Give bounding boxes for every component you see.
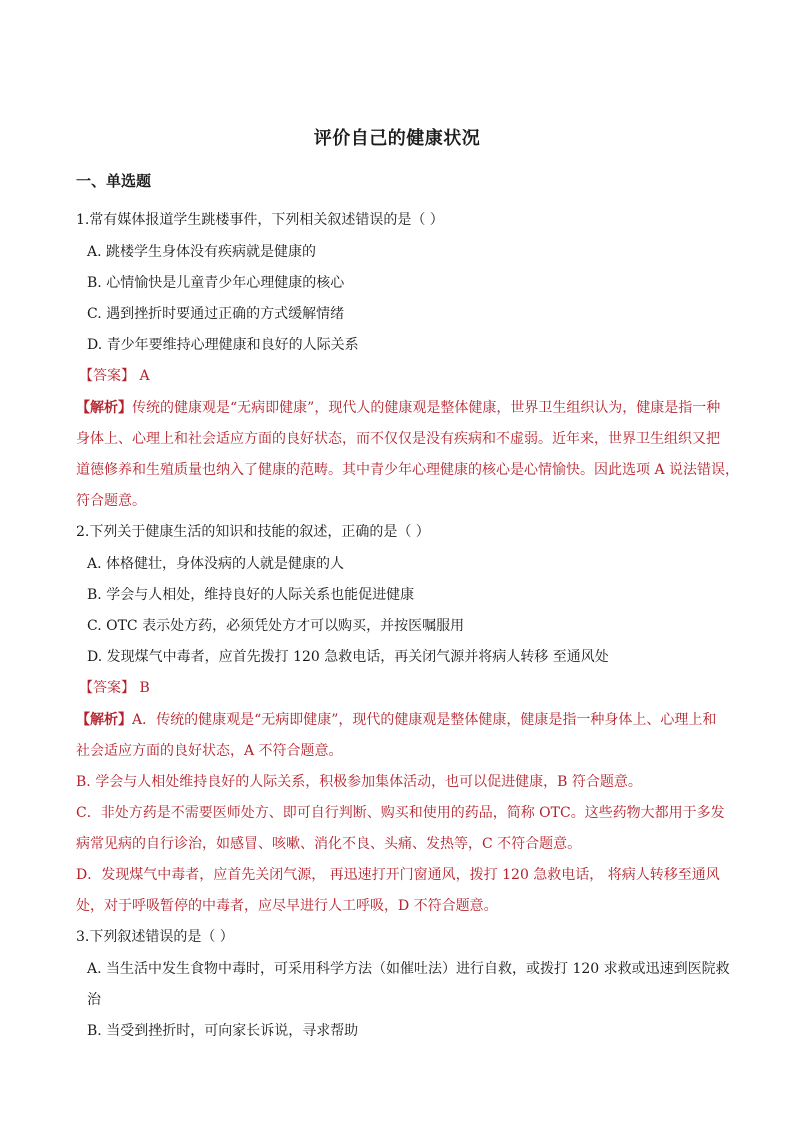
q1-option-a: A. 跳楼学生身体没有疾病就是健康的	[87, 244, 317, 260]
q1-explain-line-3: 道德修养和生殖质量也纳入了健康的范畴。其中青少年心理健康的核心是心情愉快。因此选项 A 说法错误，	[76, 462, 740, 478]
q2-explain-line-1	[76, 710, 716, 730]
q2-explain-line-5: 病常见病的自行诊治，如感冒、咳嗽、消化不良、头痛、发热等，C 不符合题意。	[76, 836, 582, 852]
q2-answer	[79, 678, 150, 698]
answer-value: A	[135, 368, 150, 384]
question-1-stem: 1.常有媒体报道学生跳楼事件，下列相关叙述错误的是（ ）	[76, 212, 444, 228]
explain-label: 【解析】	[76, 712, 132, 728]
q1-option-b: B. 心情愉快是儿童青少年心理健康的核心	[87, 275, 345, 291]
question-3-stem: 3.下列叙述错误的是（ ）	[76, 929, 234, 945]
page-title: 评价自己的健康状况	[313, 128, 481, 149]
q2-option-a: A. 体格健壮，身体没病的人就是健康的人	[87, 556, 345, 572]
question-2-stem: 2.下列关于健康生活的知识和技能的叙述，正确的是（ ）	[76, 524, 430, 540]
q3-option-a: A. 当生活中发生食物中毒时，可采用科学方法（如催吐法）进行自救，或拨打 120 求救或迅速到医院救	[87, 961, 730, 977]
answer-value: B	[135, 680, 150, 696]
q1-explain-line-2: 身体上、心理上和社会适应方面的良好状态，而不仅仅是没有疾病和不虚弱。近年来，世界卫生组织又把	[76, 431, 720, 447]
q1-answer	[79, 366, 150, 386]
explain-text: 传统的健康观是“无病即健康”，现代人的健康观是整体健康，世界卫生组织认为，健康是指一种	[132, 400, 721, 416]
answer-label: 【答案】	[79, 680, 135, 696]
q2-option-b: B. 学会与人相处，维持良好的人际关系也能促进健康	[87, 587, 415, 603]
explain-label: 【解析】	[76, 400, 132, 416]
q2-explain-line-4: C．非处方药是不需要医师处方、即可自行判断、购买和使用的药品，简称 OTC。这些药物大都用于多发	[76, 805, 725, 821]
q1-option-d: D. 青少年要维持心理健康和良好的人际关系	[87, 337, 359, 353]
q1-explain-line-1	[76, 398, 720, 418]
q2-option-c: C. OTC 表示处方药，必须凭处方才可以购买，并按医嘱服用	[87, 618, 465, 634]
q2-option-d: D. 发现煤气中毒者，应首先拨打 120 急救电话，再关闭气源并将病人转移 至通风处	[87, 649, 609, 665]
q2-explain-line-2: 社会适应方面的良好状态，A 不符合题意。	[76, 743, 343, 759]
q1-option-c: C. 遇到挫折时要通过正确的方式缓解情绪	[87, 306, 345, 322]
q1-explain-line-4: 符合题意。	[76, 493, 146, 509]
section-heading: 一、单选题	[76, 172, 152, 190]
q3-option-a-cont: 治	[87, 992, 101, 1008]
q2-explain-line-6: D．发现煤气中毒者，应首先关闭气源， 再迅速打开门窗通风，拨打 120 急救电话， 将病人转移至通风	[76, 867, 720, 883]
q2-explain-line-7: 处，对于呼吸暂停的中毒者，应尽早进行人工呼吸，D 不符合题意。	[76, 898, 498, 914]
q3-option-b: B. 当受到挫折时，可向家长诉说，寻求帮助	[87, 1023, 359, 1039]
answer-label: 【答案】	[79, 368, 135, 384]
explain-text: A．传统的健康观是“无病即健康”，现代的健康观是整体健康，健康是指一种身体上、心理上和	[132, 712, 717, 728]
q2-explain-line-3: B. 学会与人相处维持良好的人际关系，积极参加集体活动，也可以促进健康，B 符合题意。	[76, 774, 642, 790]
